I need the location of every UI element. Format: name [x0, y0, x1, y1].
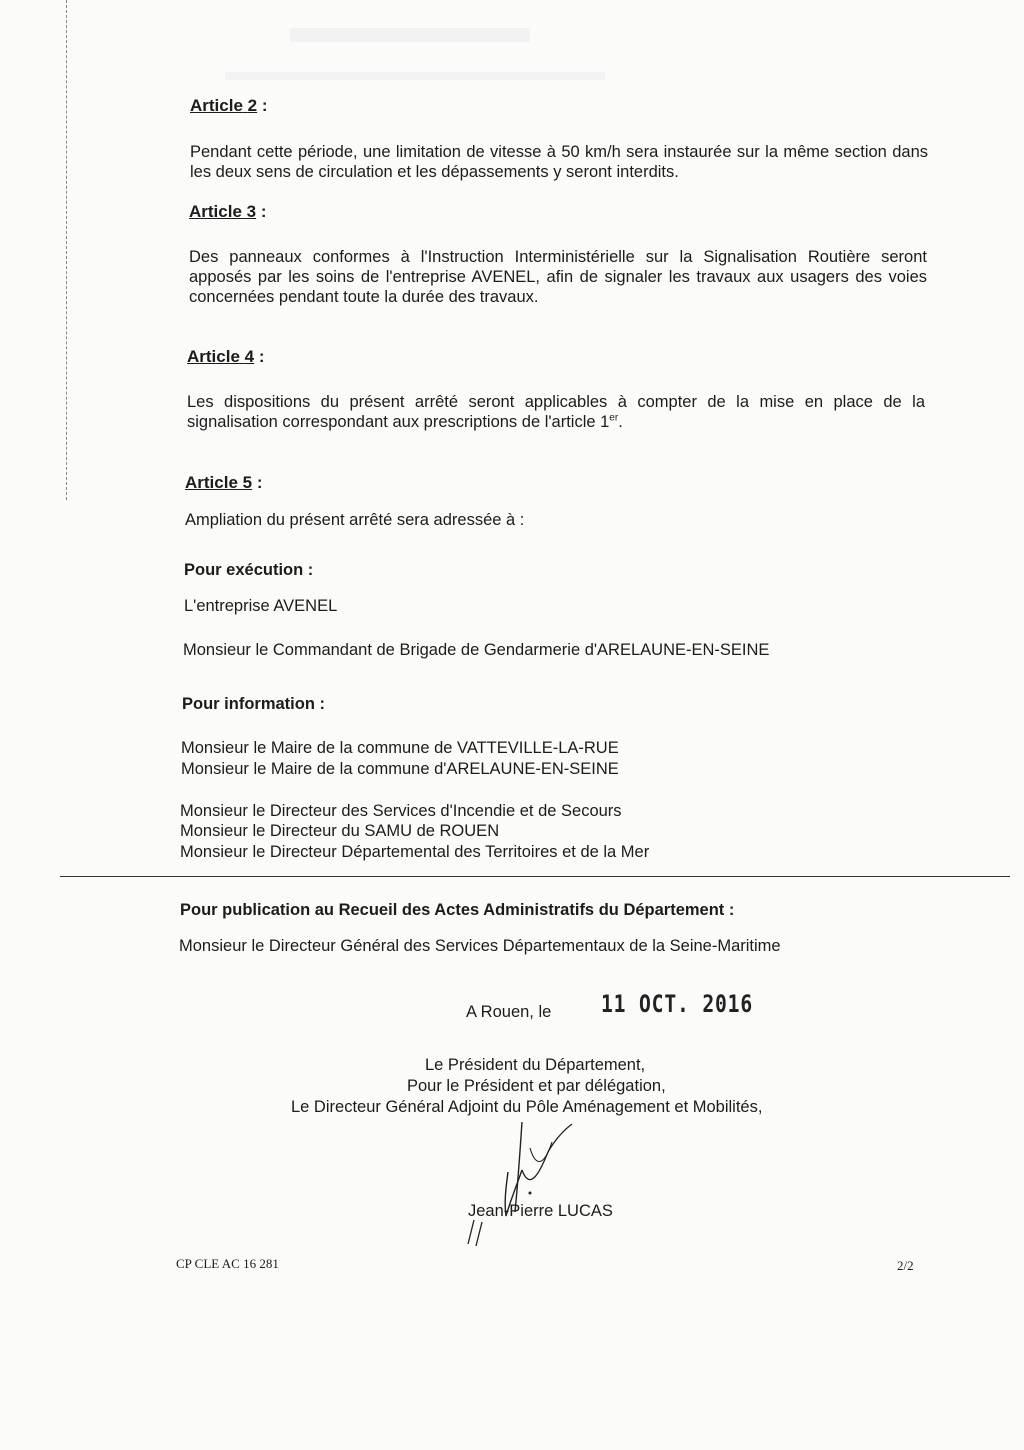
superscript: er	[609, 412, 619, 424]
page-number: 2/2	[897, 1258, 914, 1273]
article-4-heading: Article 4 :	[187, 347, 265, 366]
signatory-line: Le Directeur Général Adjoint du Pôle Aménagement et Mobilités,	[291, 1098, 763, 1116]
execution-heading: Pour exécution :	[184, 561, 314, 579]
information-recipient: Monsieur le Directeur du SAMU de ROUEN	[180, 822, 500, 840]
article-3-text: Des panneaux conformes à l'Instruction Interministérielle sur la Signalisation Routière seront apposés par les soins de l'entreprise AVENEL, afin de signaler les travaux aux usagers des voies concernées pendant toute la durée des travaux.	[189, 248, 927, 306]
scan-margin-line	[66, 0, 68, 500]
handwritten-signature	[460, 1112, 590, 1252]
information-heading: Pour information :	[182, 695, 325, 713]
article-4-text: Les dispositions du présent arrêté seront applicables à compter de la mise en place de la signalisation correspondant aux prescriptions de l'article 1er.	[187, 393, 925, 431]
publication-recipient: Monsieur le Directeur Général des Services Départementaux de la Seine-Maritime	[179, 937, 781, 955]
date-stamp: 11 OCT. 2016	[601, 990, 754, 1018]
information-recipient: Monsieur le Directeur Départemental des Territoires et de la Mer	[180, 843, 650, 861]
article-5-heading: Article 5 :	[185, 473, 263, 492]
place-label: A Rouen, le	[466, 1003, 552, 1021]
execution-recipient: Monsieur le Commandant de Brigade de Gendarmerie d'ARELAUNE-EN-SEINE	[183, 641, 770, 659]
article-2-heading: Article 2 :	[190, 96, 268, 115]
article-2-text: Pendant cette période, une limitation de vitesse à 50 km/h sera instaurée sur la même section dans les deux sens de circulation et les dépassements y seront interdits.	[190, 143, 928, 181]
bleed-through-mark	[225, 72, 605, 80]
signatory-name: Jean-Pierre LUCAS	[468, 1202, 613, 1220]
reference-code: CP CLE AC 16 281	[176, 1256, 279, 1271]
separator-line	[60, 876, 1010, 877]
article-3-heading: Article 3 :	[189, 202, 267, 221]
publication-heading: Pour publication au Recueil des Actes Administratifs du Département :	[180, 901, 735, 919]
information-recipient: Monsieur le Maire de la commune d'ARELAUNE-EN-SEINE	[181, 760, 619, 778]
information-recipient: Monsieur le Maire de la commune de VATTEVILLE-LA-RUE	[181, 739, 619, 757]
execution-recipient: L'entreprise AVENEL	[184, 597, 338, 615]
information-recipient: Monsieur le Directeur des Services d'Incendie et de Secours	[180, 802, 622, 820]
signatory-line: Pour le Président et par délégation,	[407, 1077, 666, 1095]
article-5-text: Ampliation du présent arrêté sera adressée à :	[185, 511, 525, 529]
signatory-line: Le Président du Département,	[425, 1056, 646, 1074]
bleed-through-mark	[290, 28, 530, 42]
